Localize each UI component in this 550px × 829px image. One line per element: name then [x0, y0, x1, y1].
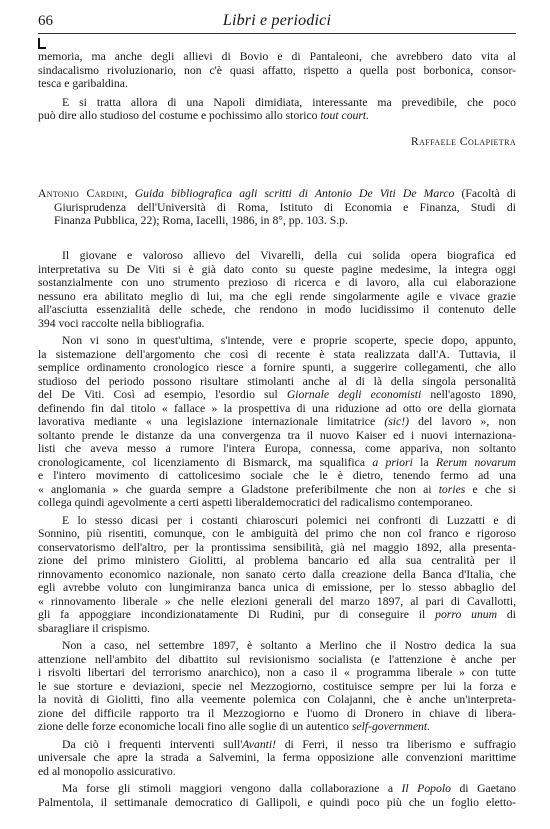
text-line	[38, 608, 516, 622]
text-line: tesca e garibaldina.	[38, 77, 128, 90]
corner-bracket-mark	[38, 38, 46, 49]
text-line: listi che aveva messo a rumore l'intera Europa, connessa, come appariva, non soltanto	[38, 442, 516, 455]
text-line: E lo stesso dicasi per i costanti chiaroscuri polemici nei confronti di Luzzatti e di	[62, 513, 516, 527]
text-line: Non a caso, nel settembre 1897, è soltanto a Merlino che il Nostro dedica la sua	[62, 639, 516, 652]
text-line: rinnovamento economico nazionale, non sanato certo dalla creazione della Banca d'Italia, che	[38, 567, 516, 581]
text-line: conservatorismo dell'altro, per la prontissima sensibilità, già nel maggio 1892, alla presenta-	[38, 540, 516, 554]
text-run: può dire allo studioso del costume e pochissimo allo storico	[38, 109, 321, 122]
text-line: Palmentola, il settimanale democratico di Gallipoli, e quindi poco più che un foglio eletto-	[38, 795, 516, 809]
header-rule	[38, 33, 516, 34]
text-line: zione del primo ministero Giolitti, al problema bancario ed alla sua centralità per il	[38, 554, 516, 567]
text-line	[38, 782, 516, 796]
text-line: la sistemazione dell'argomento che così di recente è stata realizzata dall'A. Tuttavia, il	[38, 347, 516, 361]
text-run: gli fa appoggiare incondizionatamente Di Rudinì, pur di conseguire il	[38, 608, 436, 621]
text-line	[38, 388, 516, 402]
text-line: memoria, ma anche degli allievi di Bovio e di Pantaleoni, che avrebbero dato vita al	[38, 50, 516, 63]
previous-review-ending	[38, 50, 516, 123]
text-line: universale che apre la strada a Salvemini, la ferma opposizione alle convenzioni marittime	[38, 751, 516, 764]
text-line: semplice ordinamento cronologico riesce a fornire spunti, a suggerire collegamenti, che allo	[38, 361, 516, 374]
running-header	[38, 9, 516, 31]
italic-term: Giornale degli economisti	[286, 388, 422, 401]
text-line: sbaragliare il crispismo.	[38, 621, 150, 635]
text-run: di Gaetano	[450, 782, 517, 795]
text-line: studioso del periodo possono risultare stimolanti anche al di là della singola personalità	[38, 374, 516, 388]
text-run: « anglomania » che guarda sempre a Gladstone preferibilmente che non ai	[38, 482, 439, 496]
italic-term: a priori	[372, 455, 413, 469]
entry-title: Guida bibliografica agli scritti di Antonio De Viti De Marco	[134, 187, 455, 200]
text-line: E si tratta allora di una Napoli dimidiata, interessante ma prevedibile, che poco	[62, 95, 516, 109]
text-run: lavorativa mediante « una legislazione internazionale limitatrice	[38, 415, 385, 428]
running-title: Libri e periodici	[222, 12, 332, 29]
text-line	[38, 720, 516, 734]
review-body	[38, 249, 516, 809]
text-line: ed al monopolio assicurativo.	[38, 764, 176, 778]
entry-line	[38, 187, 516, 201]
italic-term: Rerum novarum	[435, 455, 517, 469]
text-line: Il giovane e valoroso allievo del Vivarelli, della cui solida opera biografica ed	[62, 249, 516, 262]
text-line	[38, 483, 516, 497]
text-line: sostanzialmente con uno strumento prezioso di ricerca e di lavoro, alla cui elaborazione	[38, 276, 516, 289]
italic-term: tout court.	[320, 109, 370, 122]
text-line: e l'intero movimento di cattolicesimo sociale che le è dietro, tenendo fermo ad una	[38, 469, 516, 482]
text-line: « rinnovamento liberale » che nelle elezioni generali del marzo 1897, al pari di Cavallotti,	[38, 594, 516, 608]
text-line: Non vi sono in quest'ultima, s'intende, vere e proprie scoperte, specie dopo, appunto,	[62, 334, 516, 347]
text-line: egli avrebbe voluto con lungimiranza banca unica di emissione, per lo stesso abbaglio del	[38, 581, 516, 594]
italic-term: porro unum	[435, 608, 498, 621]
text-line: zione del difficile rapporto tra il Mezzogiorno e l'uomo di Dronero in chiave di libera-	[38, 706, 516, 720]
text-run: Ma forse gli stimoli maggiori vengono dalla collaborazione a	[62, 782, 402, 795]
italic-term: tories	[438, 482, 466, 496]
text-run: zione delle forze economiche locali fino alle soglie di un autentico	[38, 720, 352, 733]
italic-term: Avanti!	[242, 737, 277, 751]
italic-term: (sic!)	[384, 415, 409, 428]
text-run: cronologicamente, col licenziamento di Bismarck, ma squalifica	[38, 455, 373, 469]
text-run: la	[412, 455, 436, 469]
text-line	[38, 415, 516, 429]
text-line: collega quindi agevolmente a certi aspetti liberaldemocratici del radicalismo contemporaneo.	[38, 496, 473, 509]
text-run: nell'agosto 1890,	[421, 388, 516, 401]
text-line: sindacalismo rivoluzionario, non c'è quasi affatto, rispetto a quella post borbonica, consor-	[38, 63, 516, 77]
entry-author: Antonio Cardini,	[38, 187, 128, 200]
text-line	[38, 738, 516, 752]
text-run: di Ferri, il nesso tra liberismo e suffragio	[276, 737, 516, 751]
text-run: del De Viti. Così ad esempio, l'esordio sul	[38, 388, 287, 401]
page-number: 66	[38, 13, 53, 29]
text-line: i risvolti libertari del terrorismo anarchico), non a caso il « programma liberale » con tutte	[38, 666, 516, 679]
text-line: nessuno era abilitato meglio di lui, ma che egli rende singolarmente agile e vivace grazie	[38, 289, 516, 303]
entry-line: Giurisprudenza dell'Università di Roma, Istituto di Economia e Finanza, Studi di	[54, 200, 516, 214]
text-run: Da ciò i frequenti interventi sull'	[62, 737, 243, 751]
text-run: e che si	[465, 482, 516, 496]
text-run: (Facoltà di	[461, 187, 517, 200]
text-run: di	[497, 608, 516, 621]
italic-term: Il Popolo	[401, 782, 451, 795]
text-line: soltanto prende le distanze da una convergenza tra il nuovo Kaiser ed i nuovi internaziona-	[38, 428, 516, 442]
text-line: interpretativa su De Viti si è già dato conto su queste pagine medesime, la integra oggi	[38, 262, 516, 276]
italic-term: self-government.	[351, 720, 431, 733]
text-line: le sue storture e deviazioni, specie nel Mezzogiorno, costituisce sempre per lui la forza e	[38, 679, 516, 693]
text-line: 394 voci raccolte nella bibliografia.	[38, 316, 205, 330]
text-line	[38, 456, 516, 470]
text-line: la novità di Giolitti, fino alla veemente polemica con Colajanni, che è anche un'interpreta-	[38, 693, 516, 706]
text-run: del lavoro », non	[409, 415, 517, 428]
text-line: Sonnino, più risentiti, comunque, con le ambiguità del primo che non col franco e rigoroso	[38, 527, 516, 540]
reviewer-signature: Raffaele Colapietra	[410, 135, 516, 148]
text-line	[38, 109, 516, 123]
entry-line: Finanza Pubblica, 22); Roma, Iacelli, 1986, in 8°, pp. 103. S.p.	[54, 214, 348, 227]
text-line: attenzione nell'ambito del dibattito sul revisionismo socialista (e l'attenzione è anche per	[38, 652, 516, 666]
text-line: all'asciutta essenzialità delle schede, che rendono in modo lucidissimo il contenuto delle	[38, 303, 516, 316]
bibliographic-entry	[38, 187, 516, 228]
text-line: definendo fin dal titolo « fallace » la prospettiva di una riduzione ad otto ore della giornata	[38, 401, 516, 415]
